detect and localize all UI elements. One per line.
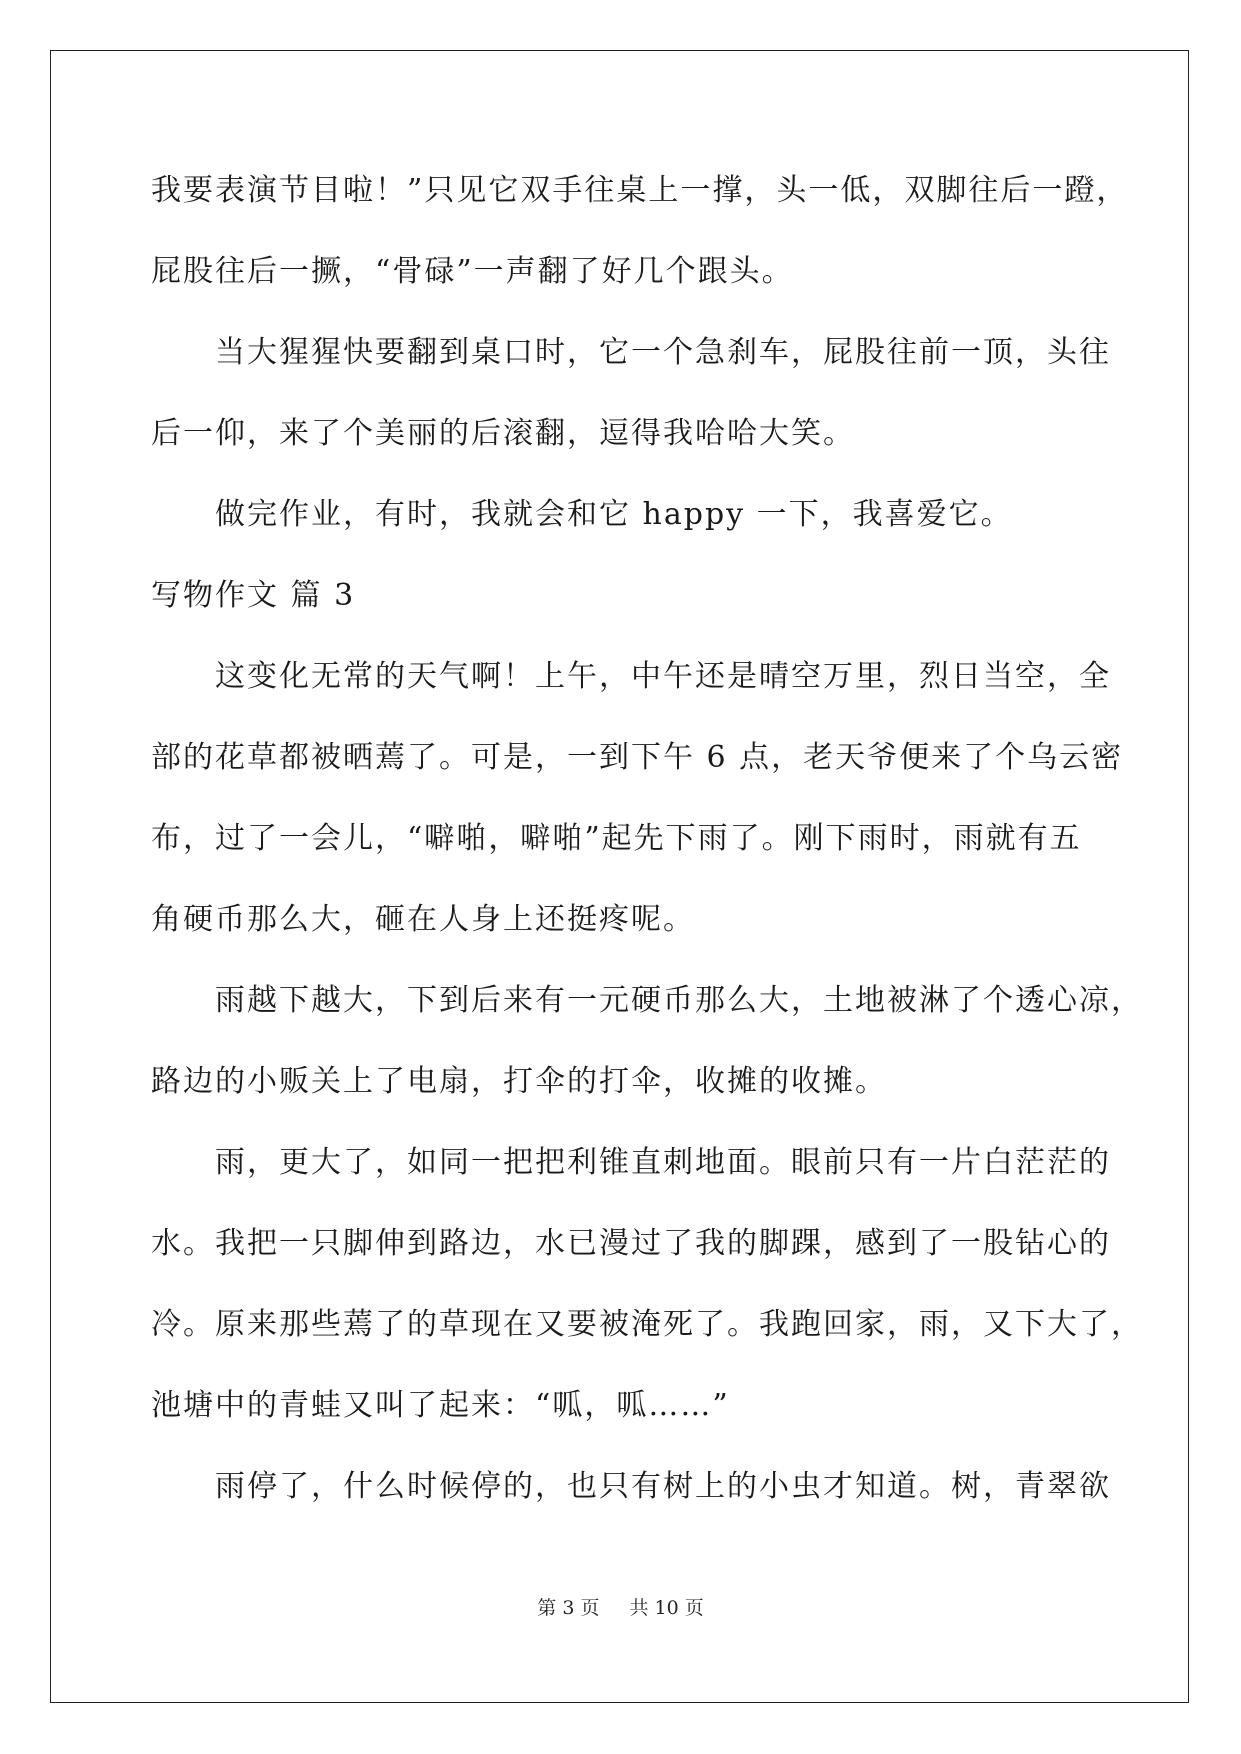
page-footer xyxy=(0,1596,1241,1620)
text-line: 冷。原来那些蔫了的草现在又要被淹死了。我跑回家，雨，又下大了， xyxy=(151,1307,1143,1342)
text-line: 布，过了一会儿，“噼啪，噼啪”起先下雨了。刚下雨时，雨就有五 xyxy=(151,821,1082,856)
text-line: 水。我把一只脚伸到路边，水已漫过了我的脚踝，感到了一股钻心的 xyxy=(151,1226,1111,1261)
paragraph-first-line: 雨停了，什么时候停的，也只有树上的小虫才知道。树，青翠欲 xyxy=(215,1469,1111,1504)
text-line: 角硬币那么大，砸在人身上还挺疼呢。 xyxy=(151,902,695,937)
paragraph-first-line: 雨越下越大，下到后来有一元硬币那么大，土地被淋了个透心凉， xyxy=(215,983,1143,1018)
text-line: 路边的小贩关上了电扇，打伞的打伞，收摊的收摊。 xyxy=(151,1064,887,1099)
page-total: 共 10 页 xyxy=(629,1597,704,1619)
page-number: 第 3 页 xyxy=(537,1597,600,1619)
text-line: 屁股往后一撅，“骨碌”一声翻了好几个跟头。 xyxy=(151,254,794,289)
paragraph-first-line: 这变化无常的天气啊！上午，中午还是晴空万里，烈日当空，全 xyxy=(215,659,1111,694)
text-line: 部的花草都被晒蔫了。可是，一到下午 6 点，老天爷便来了个乌云密 xyxy=(151,740,1124,775)
page-frame xyxy=(50,50,1189,1703)
text-line: 我要表演节目啦！”只见它双手往桌上一撑，头一低，双脚往后一蹬， xyxy=(151,173,1129,208)
section-heading: 写物作文 篇 3 xyxy=(151,578,356,613)
text-line: 池塘中的青蛙又叫了起来：“呱，呱……” xyxy=(151,1388,730,1423)
paragraph-first-line: 雨，更大了，如同一把把利锥直刺地面。眼前只有一片白茫茫的 xyxy=(215,1145,1111,1180)
paragraph-first-line: 当大猩猩快要翻到桌口时，它一个急刹车，屁股往前一顶，头往 xyxy=(215,335,1111,370)
text-line: 后一仰，来了个美丽的后滚翻，逗得我哈哈大笑。 xyxy=(151,416,855,451)
paragraph-first-line: 做完作业，有时，我就会和它 happy 一下，我喜爱它。 xyxy=(215,497,1013,532)
